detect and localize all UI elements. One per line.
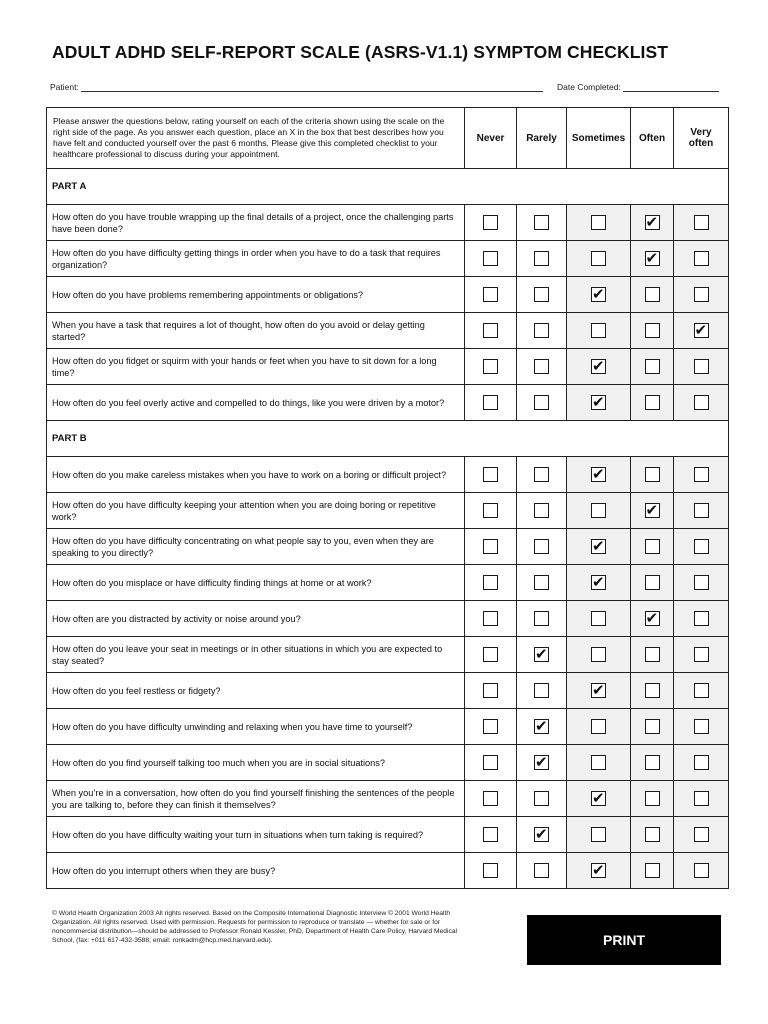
option-cell-sometimes: [567, 349, 631, 385]
option-cell-very-often: [674, 709, 729, 745]
option-cell-never: [465, 781, 517, 817]
question-text: How often do you have difficulty concentrating on what people say to you, even when they are speaking to you directly?: [47, 529, 465, 565]
checkbox-often-checked[interactable]: [645, 611, 660, 626]
option-cell-very-often: [674, 349, 729, 385]
question-row: [47, 457, 729, 493]
checkbox-rarely[interactable]: [534, 359, 549, 374]
checkbox-often[interactable]: [645, 755, 660, 770]
checkbox-sometimes[interactable]: [591, 827, 606, 842]
option-cell-often: [631, 601, 674, 637]
checkbox-never[interactable]: [483, 251, 498, 266]
checkbox-often[interactable]: [645, 395, 660, 410]
option-cell-sometimes: [567, 745, 631, 781]
column-header-often: Often: [631, 108, 674, 169]
checkbox-very-often[interactable]: [694, 863, 709, 878]
question-row: [47, 349, 729, 385]
question-text: How often do you make careless mistakes when you have to work on a boring or difficult project?: [47, 457, 465, 493]
checkbox-never[interactable]: [483, 791, 498, 806]
checkbox-sometimes[interactable]: [591, 611, 606, 626]
checkbox-very-often[interactable]: [694, 359, 709, 374]
option-cell-never: [465, 277, 517, 313]
checkbox-very-often[interactable]: [694, 467, 709, 482]
option-cell-very-often: [674, 673, 729, 709]
checkbox-very-often[interactable]: [694, 575, 709, 590]
checkbox-often[interactable]: [645, 287, 660, 302]
option-cell-rarely: [517, 493, 567, 529]
option-cell-often: [631, 817, 674, 853]
option-cell-never: [465, 817, 517, 853]
option-cell-never: [465, 709, 517, 745]
option-cell-never: [465, 241, 517, 277]
question-text: How often do you feel restless or fidgety?: [47, 673, 465, 709]
checkbox-rarely[interactable]: [534, 395, 549, 410]
part-label: PART A: [47, 169, 729, 205]
option-cell-sometimes: [567, 241, 631, 277]
option-cell-rarely: [517, 673, 567, 709]
checkbox-never[interactable]: [483, 323, 498, 338]
option-cell-often: [631, 745, 674, 781]
option-cell-often: [631, 457, 674, 493]
option-cell-very-often: [674, 565, 729, 601]
question-row: [47, 385, 729, 421]
question-text: How often do you have difficulty keeping your attention when you are doing boring or repetitive work?: [47, 493, 465, 529]
checkbox-sometimes-checked[interactable]: [591, 395, 606, 410]
checkbox-often[interactable]: [645, 323, 660, 338]
option-cell-often: [631, 277, 674, 313]
checkbox-sometimes-checked[interactable]: [591, 575, 606, 590]
checkbox-often[interactable]: [645, 467, 660, 482]
checkbox-sometimes-checked[interactable]: [591, 359, 606, 374]
checkbox-very-often[interactable]: [694, 395, 709, 410]
option-cell-often: [631, 565, 674, 601]
question-text: How often do you have difficulty unwinding and relaxing when you have time to yourself?: [47, 709, 465, 745]
option-cell-never: [465, 745, 517, 781]
checkbox-never[interactable]: [483, 755, 498, 770]
option-cell-sometimes: [567, 673, 631, 709]
checkbox-rarely-checked[interactable]: [534, 827, 549, 842]
checkbox-often[interactable]: [645, 827, 660, 842]
checkbox-rarely[interactable]: [534, 251, 549, 266]
option-cell-very-often: [674, 205, 729, 241]
checkbox-very-often[interactable]: [694, 827, 709, 842]
option-cell-sometimes: [567, 601, 631, 637]
option-cell-sometimes: [567, 493, 631, 529]
checkbox-never[interactable]: [483, 215, 498, 230]
instructions-text: Please answer the questions below, rating yourself on each of the criteria shown using the scale on the right side of the page. As you answer each question, place an X in the box that best describes how you have felt and conducted yourself over the past 6 months. Please give this completed checklist to your healthcare professional to discuss during your appointment.: [47, 108, 465, 169]
checkbox-very-often[interactable]: [694, 755, 709, 770]
checkbox-rarely[interactable]: [534, 323, 549, 338]
checkbox-very-often[interactable]: [694, 791, 709, 806]
option-cell-very-often: [674, 637, 729, 673]
checkbox-often[interactable]: [645, 575, 660, 590]
date-input-line[interactable]: [623, 82, 719, 92]
checkbox-never[interactable]: [483, 287, 498, 302]
checkbox-rarely[interactable]: [534, 287, 549, 302]
question-row: [47, 745, 729, 781]
option-cell-never: [465, 457, 517, 493]
question-text: How often do you have difficulty getting things in order when you have to do a task that requires organization?: [47, 241, 465, 277]
option-cell-very-often: [674, 313, 729, 349]
option-cell-never: [465, 205, 517, 241]
option-cell-rarely: [517, 709, 567, 745]
checkbox-often[interactable]: [645, 791, 660, 806]
option-cell-sometimes: [567, 529, 631, 565]
question-row: [47, 781, 729, 817]
option-cell-never: [465, 853, 517, 889]
question-text: How often do you misplace or have difficulty finding things at home or at work?: [47, 565, 465, 601]
checkbox-rarely[interactable]: [534, 467, 549, 482]
patient-input-line[interactable]: [81, 82, 543, 92]
column-header-sometimes: Sometimes: [567, 108, 631, 169]
option-cell-very-often: [674, 277, 729, 313]
question-row: [47, 241, 729, 277]
checkbox-sometimes-checked[interactable]: [591, 863, 606, 878]
option-cell-never: [465, 565, 517, 601]
checkbox-sometimes[interactable]: [591, 251, 606, 266]
checkbox-often-checked[interactable]: [645, 251, 660, 266]
question-row: [47, 853, 729, 889]
patient-label: Patient:: [50, 82, 79, 92]
checkbox-rarely[interactable]: [534, 791, 549, 806]
print-button[interactable]: PRINT: [527, 915, 721, 965]
option-cell-never: [465, 349, 517, 385]
question-text: How often do you find yourself talking too much when you are in social situations?: [47, 745, 465, 781]
checkbox-never[interactable]: [483, 611, 498, 626]
option-cell-very-often: [674, 493, 729, 529]
copyright-notice: © World Health Organization 2003 All rights reserved. Based on the Composite International Diagnostic Interview © 2001 World Health Organization. All rights reserved. Used with permission. Requests for permission to reproduce or translate — whether for sale or for noncommercial distribution—should be addressed to Professor Ronald Kessler, PhD, Department of Health Care Policy, Harvard Medical School, (fax: +011 617-432-3588; email: ronkadm@hcp.med.harvard.edu).: [52, 910, 458, 944]
checkbox-never[interactable]: [483, 863, 498, 878]
checkbox-often[interactable]: [645, 719, 660, 734]
question-row: [47, 709, 729, 745]
checkbox-rarely[interactable]: [534, 611, 549, 626]
checkbox-never[interactable]: [483, 467, 498, 482]
checkbox-sometimes-checked[interactable]: [591, 539, 606, 554]
checkbox-very-often[interactable]: [694, 719, 709, 734]
question-row: [47, 529, 729, 565]
question-text: How often do you have trouble wrapping up the final details of a project, once the challenging parts have been done?: [47, 205, 465, 241]
option-cell-very-often: [674, 853, 729, 889]
checkbox-sometimes[interactable]: [591, 719, 606, 734]
checkbox-often-checked[interactable]: [645, 503, 660, 518]
option-cell-often: [631, 313, 674, 349]
question-text: When you have a task that requires a lot of thought, how often do you avoid or delay getting started?: [47, 313, 465, 349]
checkbox-sometimes[interactable]: [591, 215, 606, 230]
option-cell-rarely: [517, 313, 567, 349]
option-cell-very-often: [674, 601, 729, 637]
checkbox-rarely[interactable]: [534, 215, 549, 230]
checkbox-very-often[interactable]: [694, 539, 709, 554]
question-text: How often do you fidget or squirm with your hands or feet when you have to sit down for a long time?: [47, 349, 465, 385]
checkbox-rarely[interactable]: [534, 575, 549, 590]
option-cell-very-often: [674, 457, 729, 493]
header-row: [47, 108, 729, 169]
option-cell-often: [631, 781, 674, 817]
option-cell-rarely: [517, 277, 567, 313]
question-text: How often do you feel overly active and compelled to do things, like you were driven by a motor?: [47, 385, 465, 421]
checkbox-often[interactable]: [645, 359, 660, 374]
option-cell-often: [631, 385, 674, 421]
checkbox-rarely[interactable]: [534, 503, 549, 518]
option-cell-sometimes: [567, 565, 631, 601]
option-cell-sometimes: [567, 709, 631, 745]
option-cell-never: [465, 313, 517, 349]
option-cell-very-often: [674, 817, 729, 853]
option-cell-very-often: [674, 745, 729, 781]
option-cell-sometimes: [567, 457, 631, 493]
option-cell-never: [465, 493, 517, 529]
checkbox-rarely-checked[interactable]: [534, 755, 549, 770]
checkbox-never[interactable]: [483, 683, 498, 698]
question-row: [47, 565, 729, 601]
checkbox-sometimes[interactable]: [591, 755, 606, 770]
question-row: [47, 817, 729, 853]
checkbox-never[interactable]: [483, 539, 498, 554]
checkbox-sometimes[interactable]: [591, 323, 606, 338]
checkbox-sometimes-checked[interactable]: [591, 467, 606, 482]
checkbox-very-often[interactable]: [694, 503, 709, 518]
checkbox-rarely[interactable]: [534, 539, 549, 554]
option-cell-rarely: [517, 205, 567, 241]
option-cell-rarely: [517, 241, 567, 277]
option-cell-never: [465, 529, 517, 565]
option-cell-never: [465, 601, 517, 637]
question-text: How often are you distracted by activity or noise around you?: [47, 601, 465, 637]
question-text: How often do you have difficulty waiting your turn in situations when turn taking is required?: [47, 817, 465, 853]
checkbox-very-often[interactable]: [694, 611, 709, 626]
checkbox-never[interactable]: [483, 359, 498, 374]
checkbox-very-often[interactable]: [694, 251, 709, 266]
option-cell-often: [631, 241, 674, 277]
option-cell-often: [631, 673, 674, 709]
option-cell-rarely: [517, 565, 567, 601]
option-cell-sometimes: [567, 637, 631, 673]
option-cell-rarely: [517, 637, 567, 673]
option-cell-very-often: [674, 529, 729, 565]
symptom-checklist-table: [46, 107, 729, 889]
checkbox-sometimes-checked[interactable]: [591, 791, 606, 806]
question-row: [47, 205, 729, 241]
option-cell-rarely: [517, 457, 567, 493]
option-cell-sometimes: [567, 853, 631, 889]
option-cell-often: [631, 709, 674, 745]
checkbox-rarely[interactable]: [534, 863, 549, 878]
date-label: Date Completed:: [557, 82, 621, 92]
checkbox-never[interactable]: [483, 719, 498, 734]
option-cell-rarely: [517, 853, 567, 889]
option-cell-rarely: [517, 349, 567, 385]
option-cell-often: [631, 493, 674, 529]
option-cell-sometimes: [567, 817, 631, 853]
option-cell-rarely: [517, 529, 567, 565]
checkbox-never[interactable]: [483, 503, 498, 518]
option-cell-never: [465, 673, 517, 709]
option-cell-often: [631, 637, 674, 673]
option-cell-sometimes: [567, 385, 631, 421]
part-header-row: [47, 169, 729, 205]
checkbox-often[interactable]: [645, 647, 660, 662]
question-text: How often do you interrupt others when they are busy?: [47, 853, 465, 889]
checkbox-rarely-checked[interactable]: [534, 719, 549, 734]
column-header-never: Never: [465, 108, 517, 169]
checkbox-often[interactable]: [645, 539, 660, 554]
page-title: ADULT ADHD SELF-REPORT SCALE (ASRS-V1.1) SYMPTOM CHECKLIST: [52, 42, 669, 62]
option-cell-sometimes: [567, 313, 631, 349]
question-text: How often do you leave your seat in meetings or in other situations in which you are expected to stay seated?: [47, 637, 465, 673]
checkbox-sometimes-checked[interactable]: [591, 683, 606, 698]
checkbox-sometimes[interactable]: [591, 647, 606, 662]
option-cell-often: [631, 853, 674, 889]
question-row: [47, 673, 729, 709]
option-cell-often: [631, 205, 674, 241]
option-cell-sometimes: [567, 205, 631, 241]
option-cell-sometimes: [567, 277, 631, 313]
option-cell-sometimes: [567, 781, 631, 817]
question-row: [47, 637, 729, 673]
question-row: [47, 277, 729, 313]
checkbox-rarely-checked[interactable]: [534, 647, 549, 662]
question-row: [47, 601, 729, 637]
checkbox-very-often[interactable]: [694, 287, 709, 302]
checkbox-very-often[interactable]: [694, 215, 709, 230]
checkbox-very-often[interactable]: [694, 647, 709, 662]
checkbox-rarely[interactable]: [534, 683, 549, 698]
checkbox-often[interactable]: [645, 863, 660, 878]
option-cell-often: [631, 349, 674, 385]
patient-field[interactable]: [50, 82, 543, 92]
part-label: PART B: [47, 421, 729, 457]
column-header-rarely: Rarely: [517, 108, 567, 169]
checkbox-often-checked[interactable]: [645, 215, 660, 230]
option-cell-rarely: [517, 745, 567, 781]
checkbox-very-often[interactable]: [694, 683, 709, 698]
option-cell-rarely: [517, 385, 567, 421]
checkbox-never[interactable]: [483, 395, 498, 410]
option-cell-never: [465, 637, 517, 673]
option-cell-rarely: [517, 817, 567, 853]
checkbox-sometimes-checked[interactable]: [591, 287, 606, 302]
part-header-row: [47, 421, 729, 457]
checkbox-often[interactable]: [645, 683, 660, 698]
option-cell-rarely: [517, 601, 567, 637]
date-field[interactable]: [557, 82, 719, 92]
option-cell-very-often: [674, 781, 729, 817]
option-cell-very-often: [674, 241, 729, 277]
option-cell-never: [465, 385, 517, 421]
column-header-very-often: Very often: [674, 108, 729, 169]
checkbox-very-often-checked[interactable]: [694, 323, 709, 338]
checkbox-never[interactable]: [483, 647, 498, 662]
checkbox-sometimes[interactable]: [591, 503, 606, 518]
question-text: When you’re in a conversation, how often do you find yourself finishing the sentences of the people you are talking to, before they can finish it themselves?: [47, 781, 465, 817]
question-row: [47, 313, 729, 349]
option-cell-rarely: [517, 781, 567, 817]
checkbox-never[interactable]: [483, 827, 498, 842]
checkbox-never[interactable]: [483, 575, 498, 590]
option-cell-very-often: [674, 385, 729, 421]
option-cell-often: [631, 529, 674, 565]
question-text: How often do you have problems remembering appointments or obligations?: [47, 277, 465, 313]
question-row: [47, 493, 729, 529]
